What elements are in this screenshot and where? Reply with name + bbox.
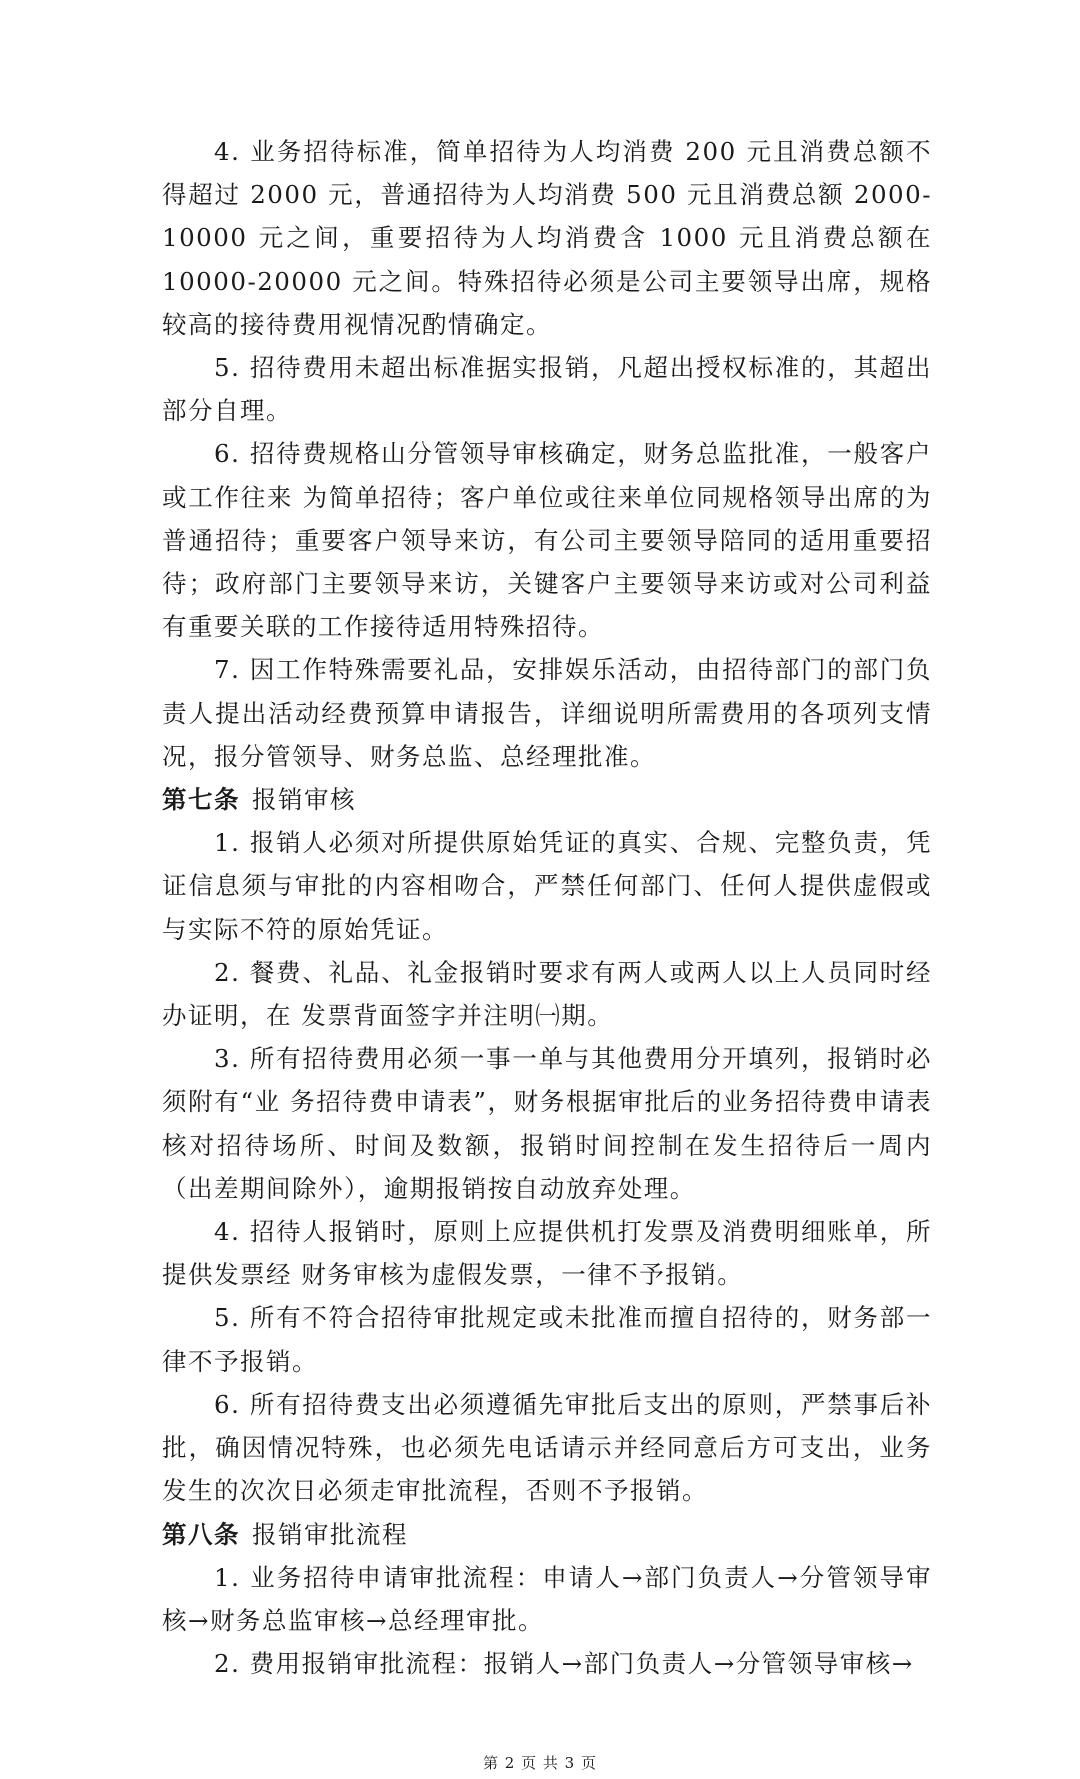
paragraph-audit-6: 6. 所有招待费支出必须遵循先审批后支出的原则，严禁事后补批，确因情况特殊，也必须先电话请示并经同意后方可支出，业务发生的次次日必须走审批流程，否则不予报销。 <box>162 1389 932 1506</box>
page-footer: 第 2 页 共 3 页 <box>483 1754 597 1772</box>
section-title: 报销审核 <box>252 785 356 815</box>
document-body <box>162 130 932 1685</box>
section-heading-7 <box>162 778 932 821</box>
paragraph-audit-2: 2. 餐费、礼品、礼金报销时要求有两人或两人以上人员同时经办证明，在 发票背面签字并注明㈠期。 <box>162 957 932 1031</box>
paragraph-entertainment-level: 6. 招待费规格山分管领导审核确定，财务总监批准，一般客户或工作往来 为简单招待；客户单位或往来单位同规格领导出席的为普通招待；重要客户领导来访，有公司主要领导陪同的适用重要招待；政府部门主要领导来访，关键客户主要领导来访或对公司利益有重要关联的工作接待适用特殊招待。 <box>162 439 932 642</box>
paragraph-reimburse-within-standard: 5. 招待费用未超出标准据实报销，凡超出授权标准的，其超出部分自理。 <box>162 353 932 426</box>
paragraph-audit-5: 5. 所有不符合招待审批规定或未批准而擅自招待的，财务部一律不予报销。 <box>162 1303 932 1376</box>
paragraph-gifts-activities: 7. 因工作特殊需要礼品，安排娱乐活动，由招待部门的部门负责人提出活动经费预算申请报告，详细说明所需费用的各项列支情况，报分管领导、财务总监、总经理批准。 <box>162 655 932 771</box>
paragraph-audit-4: 4. 招待人报销时，原则上应提供机打发票及消费明细账单，所提供发票经 财务审核为虚假发票，一律不予报销。 <box>162 1217 932 1290</box>
section-number: 第七条 <box>162 785 240 815</box>
paragraph-audit-1: 1. 报销人必须对所提供原始凭证的真实、合规、完整负责，凭证信息须与审批的内容相吻合，严禁任何部门、任何人提供虚假或与实际不符的原始凭证。 <box>162 828 932 944</box>
paragraph-flow-1: 1. 业务招待申请审批流程：申请人→部门负责人→分管领导审核→财务总监审核→总经理审批。 <box>162 1562 932 1635</box>
paragraph-entertainment-standard: 4. 业务招待标准，简单招待为人均消费 200 元且消费总额不得超过 2000 元，普通招待为人均消费 500 元且消费总额 2000-10000 元之间，重要招待为人均消费含 1000 元且消费总额在 10000-20000 元之间。特殊招待必须是公司主要领导出席，规格较高的接待费用视情况酌情确定。 <box>162 137 932 339</box>
section-heading-8 <box>162 1513 932 1556</box>
section-title: 报销审批流程 <box>252 1519 408 1549</box>
paragraph-audit-3: 3. 所有招待费用必须一事一单与其他费用分开填列，报销时必须附有“业 务招待费申请表”，财务根据审批后的业务招待费申请表核对招待场所、时间及数额，报销时间控制在发生招待后一周内（出差期间除外），逾期报销按自动放弃处理。 <box>162 1044 932 1203</box>
section-number: 第八条 <box>162 1519 240 1549</box>
paragraph-flow-2: 2. 费用报销审批流程：报销人→部门负责人→分管领导审核→ <box>214 1649 914 1679</box>
